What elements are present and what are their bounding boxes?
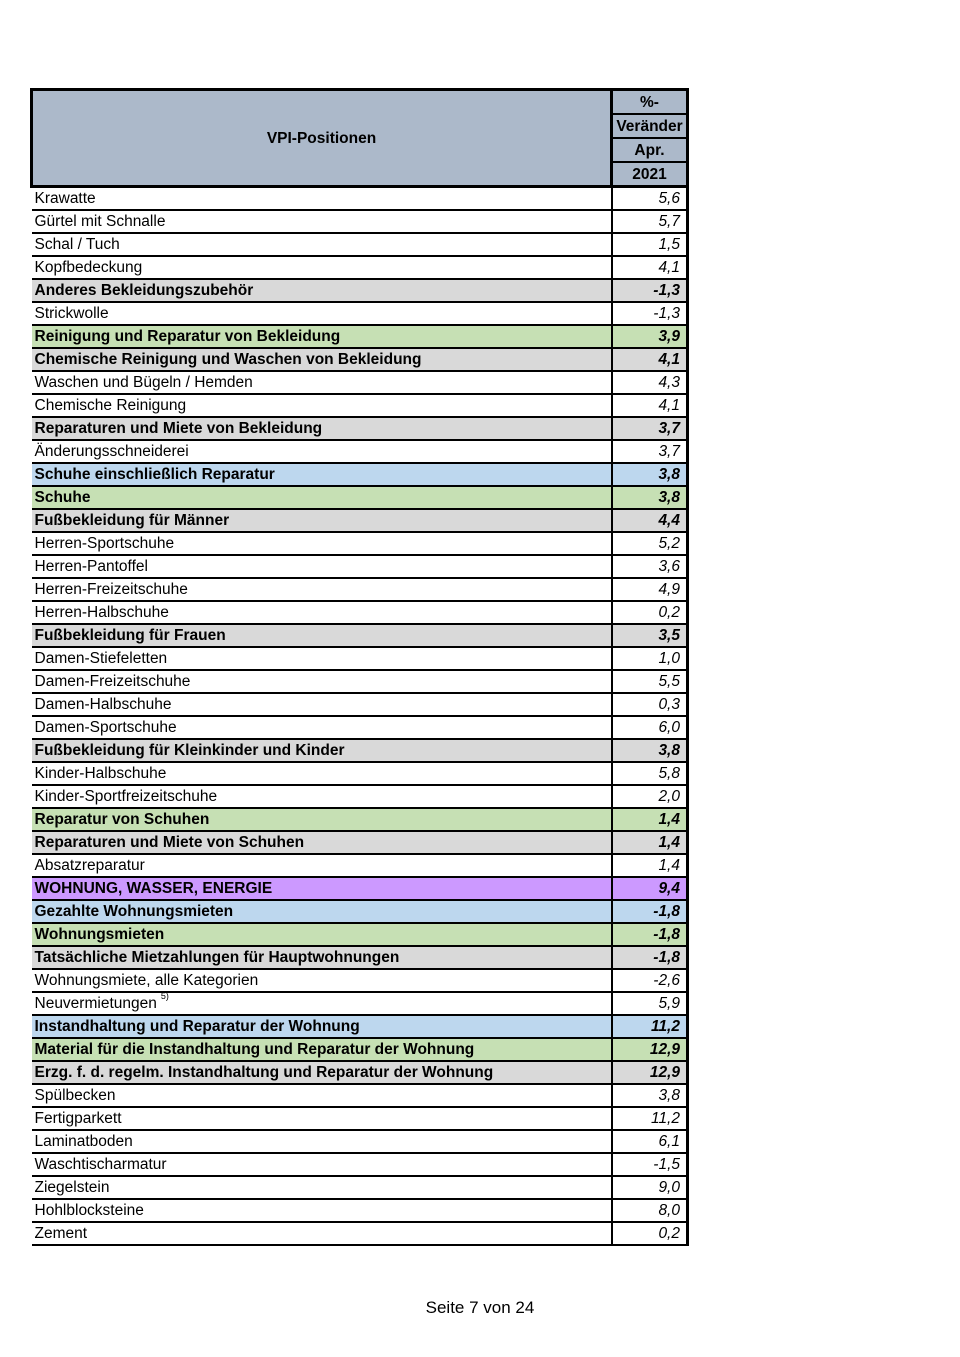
row-value: 4,4 <box>612 509 688 532</box>
row-value: 9,4 <box>612 877 688 900</box>
table-row <box>32 440 688 463</box>
row-label: Fußbekleidung für Kleinkinder und Kinder <box>34 742 345 759</box>
column-header-positions: VPI-Positionen <box>32 90 612 187</box>
table-row <box>32 900 688 923</box>
row-value: 4,1 <box>612 256 688 279</box>
table-row <box>32 969 688 992</box>
table-row <box>32 210 688 233</box>
table-row <box>32 831 688 854</box>
row-label: Strickwolle <box>34 305 109 322</box>
row-label: Fußbekleidung für Frauen <box>34 627 226 644</box>
table-row <box>32 1222 688 1245</box>
table-row <box>32 1038 688 1061</box>
table-row <box>32 348 688 371</box>
row-label: Reparaturen und Miete von Schuhen <box>34 834 305 851</box>
table-row <box>32 716 688 739</box>
row-value: 4,3 <box>612 371 688 394</box>
row-value: 9,0 <box>612 1176 688 1199</box>
table-row <box>32 532 688 555</box>
row-label: Gezahlte Wohnungsmieten <box>34 903 234 920</box>
row-label: Herren-Sportschuhe <box>34 535 175 552</box>
row-value: 1,4 <box>612 854 688 877</box>
vpi-table <box>30 88 689 1246</box>
table-row <box>32 1176 688 1199</box>
table-row <box>32 946 688 969</box>
row-value: 3,8 <box>612 486 688 509</box>
table-row <box>32 233 688 256</box>
row-label: Tatsächliche Mietzahlungen für Hauptwohnungen <box>34 949 400 966</box>
row-label: Herren-Halbschuhe <box>34 604 169 621</box>
table-row <box>32 762 688 785</box>
row-label: Material für die Instandhaltung und Reparatur der Wohnung <box>34 1041 475 1058</box>
table-row <box>32 1015 688 1038</box>
row-value: 3,8 <box>612 739 688 762</box>
row-value: 0,3 <box>612 693 688 716</box>
row-label: Zement <box>34 1225 88 1242</box>
row-value: 5,5 <box>612 670 688 693</box>
row-value: 3,9 <box>612 325 688 348</box>
table-row <box>32 1199 688 1222</box>
table-row <box>32 463 688 486</box>
row-label: Änderungsschneiderei <box>34 443 189 460</box>
row-label: Reparatur von Schuhen <box>34 811 210 828</box>
row-label: Waschtischarmatur <box>34 1156 167 1173</box>
row-value: 6,1 <box>612 1130 688 1153</box>
footnote-marker: 5) <box>160 992 169 1001</box>
row-value: 5,8 <box>612 762 688 785</box>
page-number: Seite 7 von 24 <box>425 1298 535 1317</box>
vpi-table-sheet <box>30 88 686 1246</box>
row-value: 4,1 <box>612 394 688 417</box>
column-header-line-2: Veränder <box>612 114 688 138</box>
table-row <box>32 256 688 279</box>
row-value: 5,7 <box>612 210 688 233</box>
row-value: -2,6 <box>612 969 688 992</box>
row-value: 3,7 <box>612 417 688 440</box>
table-row <box>32 325 688 348</box>
table-row <box>32 808 688 831</box>
row-value: 1,0 <box>612 647 688 670</box>
table-row <box>32 877 688 900</box>
row-label: Kinder-Halbschuhe <box>34 765 167 782</box>
row-value: 3,8 <box>612 1084 688 1107</box>
row-label: Waschen und Bügeln / Hemden <box>34 374 253 391</box>
row-label: Fertigparkett <box>34 1110 122 1127</box>
row-value: -1,8 <box>612 900 688 923</box>
row-value: 2,0 <box>612 785 688 808</box>
table-row <box>32 1153 688 1176</box>
row-value: -1,3 <box>612 302 688 325</box>
table-row <box>32 486 688 509</box>
table-body <box>32 187 688 1246</box>
row-label: Schuhe <box>34 489 91 506</box>
row-label: Neuvermietungen <box>34 995 157 1012</box>
row-value: 3,5 <box>612 624 688 647</box>
row-label: Herren-Pantoffel <box>34 558 148 575</box>
row-value: -1,8 <box>612 923 688 946</box>
row-label: Wohnungsmieten <box>34 926 165 943</box>
row-value: 12,9 <box>612 1038 688 1061</box>
row-label: Damen-Sportschuhe <box>34 719 177 736</box>
column-header-line-3: Apr. <box>612 138 688 162</box>
table-row <box>32 624 688 647</box>
row-label: Krawatte <box>34 190 96 207</box>
row-label: Instandhaltung und Reparatur der Wohnung <box>34 1018 360 1035</box>
row-value: 4,1 <box>612 348 688 371</box>
row-label: Schuhe einschließlich Reparatur <box>34 466 275 483</box>
table-row <box>32 371 688 394</box>
row-label: Reparaturen und Miete von Bekleidung <box>34 420 323 437</box>
table-row <box>32 187 688 211</box>
row-value: 5,9 <box>612 992 688 1015</box>
table-row <box>32 785 688 808</box>
table-row <box>32 394 688 417</box>
row-value: 0,2 <box>612 601 688 624</box>
table-row <box>32 923 688 946</box>
row-label: Wohnungsmiete, alle Kategorien <box>34 972 259 989</box>
row-label: Fußbekleidung für Männer <box>34 512 230 529</box>
row-value: -1,3 <box>612 279 688 302</box>
table-row <box>32 1061 688 1084</box>
table-header <box>32 90 688 187</box>
row-value: 1,5 <box>612 233 688 256</box>
row-value: 1,4 <box>612 808 688 831</box>
row-label: Chemische Reinigung und Waschen von Bekleidung <box>34 351 422 368</box>
row-label: Absatzreparatur <box>34 857 145 874</box>
table-row <box>32 578 688 601</box>
table-row <box>32 739 688 762</box>
column-header-line-4: 2021 <box>612 162 688 187</box>
row-label: Damen-Stiefeletten <box>34 650 168 667</box>
row-value: 4,9 <box>612 578 688 601</box>
row-label: Spülbecken <box>34 1087 116 1104</box>
row-value: -1,8 <box>612 946 688 969</box>
row-value: 8,0 <box>612 1199 688 1222</box>
row-value: 5,6 <box>612 187 688 211</box>
table-row <box>32 302 688 325</box>
row-label: Schal / Tuch <box>34 236 120 253</box>
row-value: 3,6 <box>612 555 688 578</box>
row-label: Kopfbedeckung <box>34 259 143 276</box>
row-label: WOHNUNG, WASSER, ENERGIE <box>34 880 273 897</box>
table-row <box>32 647 688 670</box>
table-row <box>32 417 688 440</box>
table-row <box>32 1084 688 1107</box>
row-value: 12,9 <box>612 1061 688 1084</box>
row-label: Anderes Bekleidungszubehör <box>34 282 254 299</box>
row-label: Hohlblocksteine <box>34 1202 144 1219</box>
row-label: Reinigung und Reparatur von Bekleidung <box>34 328 341 345</box>
table-row <box>32 854 688 877</box>
row-label: Ziegelstein <box>34 1179 110 1196</box>
table-row <box>32 1107 688 1130</box>
row-label: Chemische Reinigung <box>34 397 187 414</box>
row-label: Damen-Halbschuhe <box>34 696 172 713</box>
row-value: 1,4 <box>612 831 688 854</box>
row-value: 3,7 <box>612 440 688 463</box>
row-value: 3,8 <box>612 463 688 486</box>
row-value: 11,2 <box>612 1015 688 1038</box>
table-row <box>32 509 688 532</box>
row-label: Kinder-Sportfreizeitschuhe <box>34 788 218 805</box>
row-label: Herren-Freizeitschuhe <box>34 581 188 598</box>
column-header-line-1: %- <box>612 90 688 115</box>
row-value: 11,2 <box>612 1107 688 1130</box>
table-row <box>32 670 688 693</box>
table-row <box>32 1130 688 1153</box>
table-row <box>32 279 688 302</box>
table-row <box>32 555 688 578</box>
row-label: Gürtel mit Schnalle <box>34 213 166 230</box>
table-row <box>32 601 688 624</box>
table-row <box>32 992 688 1015</box>
table-row <box>32 693 688 716</box>
row-label: Erzg. f. d. regelm. Instandhaltung und Reparatur der Wohnung <box>34 1064 494 1081</box>
row-value: -1,5 <box>612 1153 688 1176</box>
row-value: 0,2 <box>612 1222 688 1245</box>
row-value: 6,0 <box>612 716 688 739</box>
row-value: 5,2 <box>612 532 688 555</box>
row-label: Damen-Freizeitschuhe <box>34 673 191 690</box>
row-label: Laminatboden <box>34 1133 133 1150</box>
